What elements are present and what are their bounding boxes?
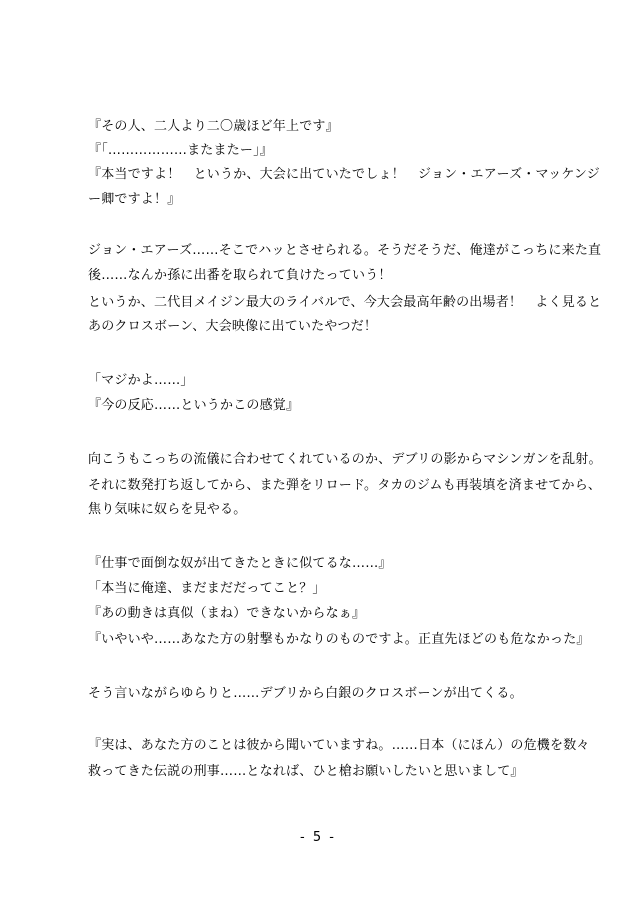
text-line: 焦り気味に奴らを見やる。: [88, 502, 247, 517]
text-line: 『今の反応……というかこの感覚』: [88, 398, 300, 413]
text-line: ジョン・エアーズ……そこでハッとさせられる。そうだそうだ、俺達がこっちに来た直: [88, 243, 602, 258]
text-line: 救ってきた伝説の刑事……となれば、ひと槍お願いしたいと思いまして』: [88, 764, 524, 779]
text-line: ー卿ですよ！』: [88, 192, 181, 207]
text-line: というか、二代目メイジン最大のライバルで、今大会最高年齢の出場者！ よく見ると: [88, 295, 602, 310]
text-line: そう言いながらゆらりと……デブリから白銀のクロスボーンが出てくる。: [88, 686, 523, 701]
text-line: 「マジかよ……」: [88, 373, 194, 388]
text-line: 『「………………またまたー」』: [88, 143, 274, 158]
text-line: 「本当に俺達、まだまだだってこと？」: [88, 581, 326, 596]
text-line: 『いやいや……あなた方の射撃もかなりのものですよ。正直先ほどのも危なかった』: [88, 632, 590, 647]
text-line: それに数発打ち返してから、また弾をリロード。タカのジムも再装填を済ませてから、: [88, 478, 602, 493]
text-line: 『その人、二人より二〇歳ほど年上です』: [88, 119, 339, 134]
text-line: 『あの動きは真似（まね）できないからなぁ』: [88, 606, 366, 621]
text-line: 向こうもこっちの流儀に合わせてくれているのか、デブリの影からマシンガンを乱射。: [88, 452, 602, 467]
text-line: 『本当ですよ！ というか、大会に出ていたでしょ！ ジョン・エアーズ・マッケンジ: [88, 167, 601, 182]
text-line: あのクロスボーン、大会映像に出ていたやつだ！: [88, 319, 378, 334]
text-line: 『仕事で面倒な奴が出てきたときに似てるな……』: [88, 556, 392, 571]
text-line: 後……なんか孫に出番を取られて負けたっていう！: [88, 268, 392, 283]
page-number: - 5 -: [300, 830, 336, 845]
text-line: 『実は、あなた方のことは彼から聞いていますね。……日本（にほん）の危機を数々: [88, 738, 590, 753]
